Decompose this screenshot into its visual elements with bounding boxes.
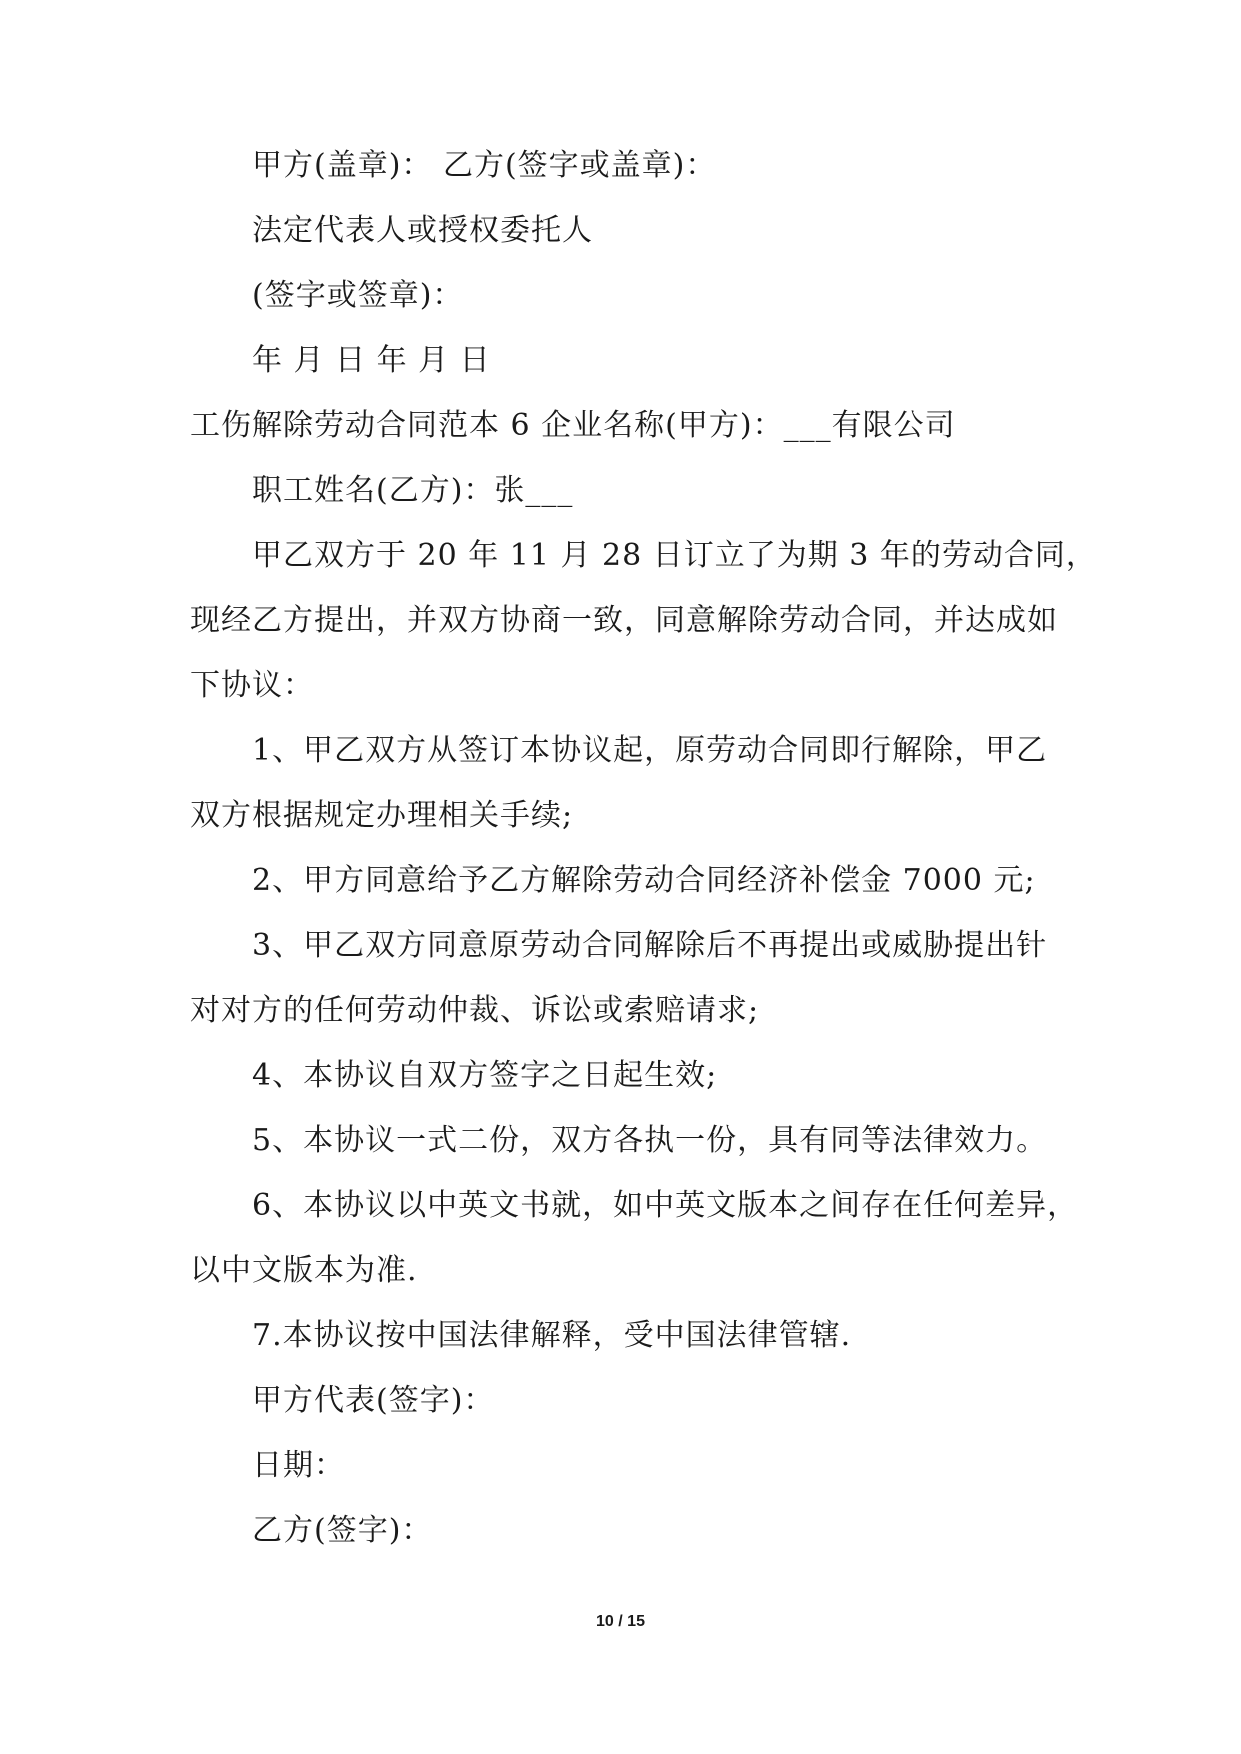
date-field: 日期： [252, 1448, 345, 1483]
section-title-line: 工伤解除劳动合同范本 6 企业名称(甲方)：___有限公司 [190, 408, 956, 443]
clause-6-line-2: 以中文版本为准. [190, 1253, 418, 1288]
legal-representative-line: 法定代表人或授权委托人 [252, 213, 593, 248]
clause-4: 4、本协议自双方签字之日起生效; [252, 1058, 718, 1093]
paragraph-intro-2: 现经乙方提出，并双方协商一致，同意解除劳动合同，并达成如 [190, 603, 1058, 638]
party-b-signature: 乙方(签字)： [252, 1513, 433, 1548]
clause-2: 2、甲方同意给予乙方解除劳动合同经济补偿金 7000 元; [252, 863, 1036, 898]
party-a-representative-signature: 甲方代表(签字)： [252, 1383, 495, 1418]
page-number: 10 / 15 [596, 1613, 645, 1630]
clause-3-line-2: 对对方的任何劳动仲裁、诉讼或索赔请求; [190, 993, 760, 1028]
clause-7: 7.本协议按中国法律解释，受中国法律管辖. [252, 1318, 852, 1353]
clause-1-line-1: 1、甲乙双方从签订本协议起，原劳动合同即行解除，甲乙 [252, 733, 1048, 768]
date-line: 年 月 日 年 月 日 [252, 343, 491, 378]
clause-3-line-1: 3、甲乙双方同意原劳动合同解除后不再提出或威胁提出针 [252, 928, 1048, 963]
paragraph-intro-3: 下协议： [190, 668, 314, 703]
clause-6-line-1: 6、本协议以中英文书就，如中英文版本之间存在任何差异， [252, 1188, 1079, 1223]
sign-or-seal-line: (签字或签章)： [252, 278, 464, 313]
employee-name-line: 职工姓名(乙方)：张___ [252, 473, 574, 508]
paragraph-intro-1: 甲乙双方于 20 年 11 月 28 日订立了为期 3 年的劳动合同， [252, 538, 1097, 573]
clause-5: 5、本协议一式二份，双方各执一份，具有同等法律效力。 [252, 1123, 1048, 1158]
clause-1-line-2: 双方根据规定办理相关手续; [190, 798, 574, 833]
signature-line-parties: 甲方(盖章)： 乙方(签字或盖章)： [252, 148, 717, 183]
